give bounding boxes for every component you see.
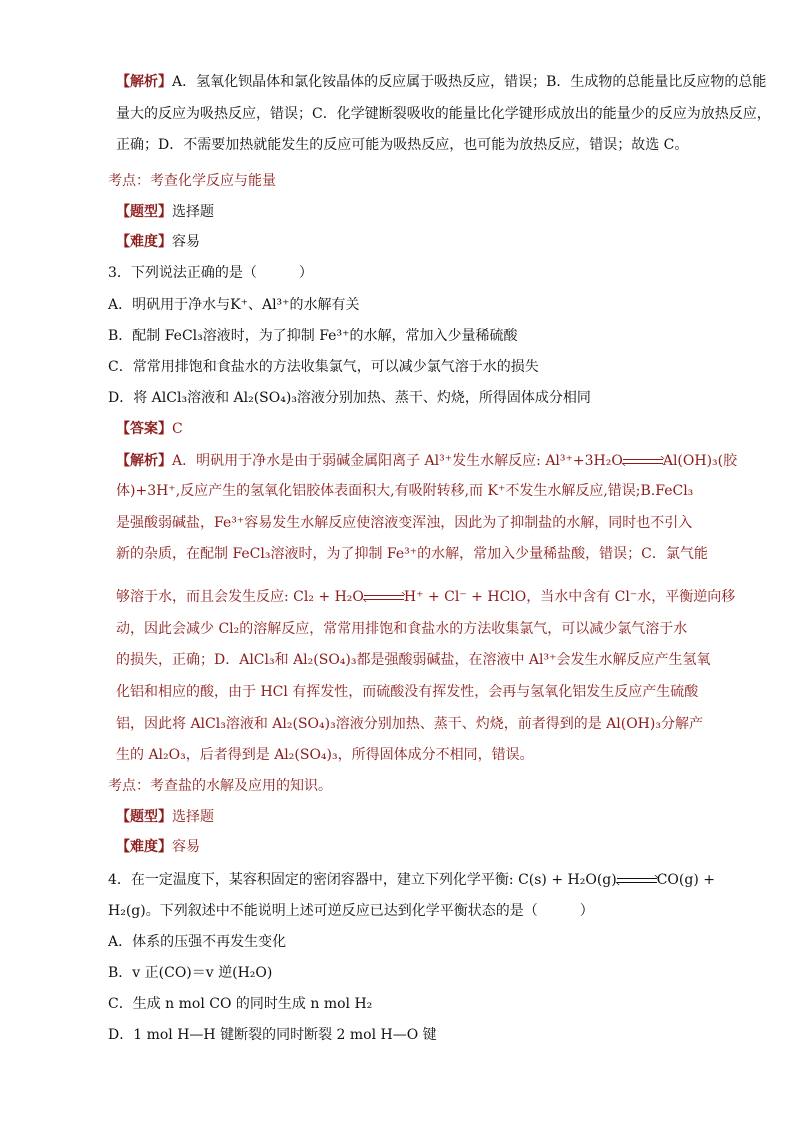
q3-type-value: 选择题 — [172, 809, 214, 825]
q3-analysis-5b: H⁺ + Cl⁻ + HClO，当水中含有 Cl⁻水，平衡逆向移 — [403, 589, 736, 605]
q3-analysis-line-6: 动，因此会减少 Cl₂的溶解反应，常常用排饱和食盐水的方法收集氯气，可以减少氯气溶于水 — [116, 621, 688, 637]
q3-analysis-line-9: 铝，因此将 AlCl₃溶液和 Al₂(SO₄)₃溶液分别加热、蒸干、灼烧，前者得到的是 Al(OH)₃分解产 — [116, 716, 703, 732]
q4-option-b: B．v 正(CO)＝v 逆(H₂O) — [108, 965, 273, 981]
q4-stem-1b: CO(g) + — [656, 872, 715, 888]
equilibrium-arrow-icon — [364, 592, 404, 602]
q3-kaodian: 考点：考查盐的水解及应用的知识。 — [108, 778, 332, 794]
q4-option-c: C．生成 n mol CO 的同时生成 n mol H₂ — [108, 996, 373, 1012]
q3-analysis-line-1 — [116, 453, 766, 469]
equilibrium-arrow-icon — [623, 456, 663, 466]
q4-stem-line-1 — [108, 872, 758, 888]
q4-option-d: D．1 mol H—H 键断裂的同时断裂 2 mol H—O 键 — [108, 1027, 437, 1043]
q2-difficulty-line — [116, 234, 766, 250]
q3-answer-tag: 【答案】 — [116, 421, 172, 437]
equilibrium-arrow-icon — [617, 875, 657, 885]
q2-type-tag: 【题型】 — [116, 204, 172, 220]
q2-type-line — [116, 204, 766, 220]
q3-difficulty-line — [116, 839, 766, 855]
q3-analysis-1a: A．明矾用于净水是由于弱碱金属阳离子 Al³⁺发生水解反应: Al³⁺+3H₂O — [172, 453, 623, 469]
q3-answer-value: C — [172, 421, 183, 437]
q3-analysis-1b: Al(OH)₃(胶 — [662, 453, 738, 469]
q2-analysis-line-3: 正确；D．不需要加热就能发生的反应可能为吸热反应，也可能为放热反应，错误；故选 C。 — [116, 137, 689, 153]
q3-analysis-line-10: 生的 Al₂O₃，后者得到是 Al₂(SO₄)₃，所得固体成分不相同，错误。 — [116, 747, 534, 763]
q3-analysis-tag: 【解析】 — [116, 453, 172, 469]
q2-type-value: 选择题 — [172, 204, 214, 220]
q3-answer-line — [116, 421, 766, 437]
q4-option-a: A．体系的压强不再发生变化 — [108, 934, 287, 950]
q3-stem: 3．下列说法正确的是（ ） — [108, 265, 313, 281]
q3-analysis-line-7: 的损失，正确；D．AlCl₃和 Al₂(SO₄)₃都是强酸弱碱盐，在溶液中 Al³⁺会发生水解反应产生氢氧 — [116, 652, 711, 668]
q2-kaodian: 考点：考查化学反应与能量 — [108, 173, 276, 189]
q3-option-a: A．明矾用于净水与K⁺、Al³⁺的水解有关 — [108, 297, 360, 313]
q3-type-tag: 【题型】 — [116, 809, 172, 825]
q3-analysis-line-4: 新的杂质，在配制 FeCl₃溶液时，为了抑制 Fe³⁺的水解，常加入少量稀盐酸，错误；C．氯气能 — [116, 546, 708, 562]
q2-difficulty-value: 容易 — [172, 234, 200, 250]
q3-option-c: C．常常用排饱和食盐水的方法收集氯气，可以减少氯气溶于水的损失 — [108, 359, 539, 375]
q3-type-line — [116, 809, 766, 825]
q3-analysis-5a: 够溶于水，而且会发生反应: Cl₂ + H₂O — [116, 589, 364, 605]
q4-stem-line-2: H₂(g)。下列叙述中不能说明上述可逆反应已达到化学平衡状态的是（ ） — [108, 903, 594, 919]
q4-stem-1a: 4．在一定温度下，某容积固定的密闭容器中，建立下列化学平衡: C(s) + H₂O(g) — [108, 872, 617, 888]
q3-analysis-line-3: 是强酸弱碱盐，Fe³⁺容易发生水解反应使溶液变浑浊，因此为了抑制盐的水解，同时也不引入 — [116, 515, 693, 531]
q2-analysis-line-2: 量大的反应为吸热反应，错误；C．化学键断裂吸收的能量比化学键形成放出的能量少的反应为放热反应， — [116, 106, 771, 122]
q3-analysis-line-8: 化铝和相应的酸，由于 HCl 有挥发性，而硫酸没有挥发性，会再与氢氧化铝发生反应产生硫酸 — [116, 684, 699, 700]
q3-option-d: D．将 AlCl₃溶液和 Al₂(SO₄)₃溶液分别加热、蒸干、灼烧，所得固体成分相同 — [108, 390, 591, 406]
q3-difficulty-tag: 【难度】 — [116, 839, 172, 855]
q2-analysis-line-1 — [116, 74, 766, 90]
q2-analysis-tag: 【解析】 — [116, 74, 172, 90]
q3-option-b: B．配制 FeCl₃溶液时，为了抑制 Fe³⁺的水解，常加入少量稀硫酸 — [108, 328, 518, 344]
q3-analysis-line-5 — [116, 589, 766, 605]
q2-difficulty-tag: 【难度】 — [116, 234, 172, 250]
q3-analysis-line-2: 体)+3H⁺,反应产生的氢氧化铝胶体表面积大,有吸附转移,而 K⁺不发生水解反应,错误;B.FeCl₃ — [116, 483, 694, 499]
q2-analysis-text-1: A．氢氧化钡晶体和氯化铵晶体的反应属于吸热反应，错误；B．生成物的总能量比反应物的总能 — [172, 74, 767, 90]
q3-difficulty-value: 容易 — [172, 839, 200, 855]
